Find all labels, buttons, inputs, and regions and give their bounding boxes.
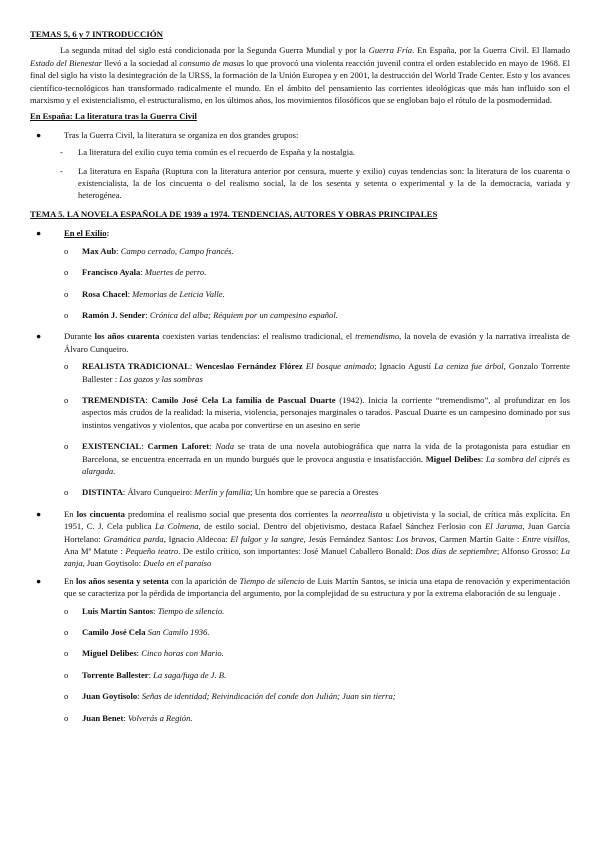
list-item (30, 129, 570, 141)
text: , Juan García Hortelano: (64, 521, 570, 544)
text: Durante (64, 331, 95, 342)
text: La literatura en España (Ruptura con la literatura anterior por censura, muerte y exilio) cuyas tendencias son: la literatura de los cuarenta o existencialista, la de los cincuenta o del realismo social, la de los sesenta y setenta o experimental y la de la democracia, variada y heterogénea. (78, 165, 570, 201)
author: Miguel Delibes (82, 648, 137, 659)
text: de Luis Martín Santos, se inicia una etapa de renovación y experimentación que se caracteriza por la pérdida de importancia del argumento, por la complejidad de su estructura y por la extrema elaboración de su lenguaje . (64, 575, 570, 599)
list-item (30, 309, 570, 321)
bullet-icon: ● (36, 228, 42, 239)
bullet-icon: ● (36, 129, 42, 140)
circle-marker-icon: o (64, 487, 69, 498)
text: En (64, 575, 76, 586)
text: (1942). Inicia la corriente “tremendismo”, al profundizar en los aspectos más crudos de la realidad: la miseria, violencia, personajes marginales o tarados. Pascual Duarte es un campesino dominado por sus instintos vengativos y violentos, que acaba por convertirse en un asesino en serie (82, 394, 570, 430)
list-item (44, 146, 570, 158)
works: Señas de identidad; Reivindicación del conde don Julián; Juan sin tierra; (141, 691, 396, 702)
list-item (30, 605, 570, 617)
document-page (30, 28, 570, 733)
text: ; Alfonso Grosso: (496, 546, 561, 556)
emph: neorrealista (340, 508, 383, 519)
author: Juan Goytisolo (82, 691, 138, 702)
text: : (106, 228, 110, 239)
list-item-tremendista (30, 394, 570, 431)
text: : (141, 441, 148, 452)
works: Cinco horas con Mario. (141, 648, 224, 659)
circle-marker-icon: o (64, 648, 69, 659)
list-item (30, 647, 570, 659)
text: : (209, 441, 216, 452)
circle-marker-icon: o (64, 691, 69, 702)
works: La saga/fuga de J. B. (153, 669, 227, 680)
text: los años sesenta y setenta (75, 575, 169, 586)
text: : (145, 394, 152, 405)
works: Muertes de perro. (144, 267, 207, 278)
text: ; Un hombre que se parecía a Orestes (250, 487, 379, 498)
text: lo que provocó una violenta reacción juvenil contra el orden establecido en mayo de 1968. El final del siglo ha visto la desintegración de la URSS, la formación de la Unión Europea y en 2001, la destrucción del World Trade Center. Esto y los avances científico-tecnológicos han transformado radicalmente el mundo. En el ámbito del pensamiento las corrientes ideológicas que más han influido son el marxismo y el existencialismo, el estructuralismo, en los últimos años, los movimientos filosóficos que se engloban bajo el rótulo de la posmodernidad. (30, 57, 570, 106)
list-item (44, 165, 570, 202)
emph: El fulgor y la sangre (230, 533, 304, 544)
author: Carmen Laforet (147, 441, 210, 452)
author: Camilo José Cela (82, 627, 146, 638)
works: Crónica del alba; Réquiem por un campesino español. (149, 309, 338, 320)
list-item-realista (30, 360, 570, 385)
section-title-tema5: TEMA 5. LA NOVELA ESPAÑOLA DE 1939 a 1974. TENDENCIAS, AUTORES Y OBRAS PRINCIPALES (30, 208, 438, 219)
circle-marker-icon: o (64, 712, 69, 723)
works: Tiempo de silencio. (157, 605, 225, 616)
list-item (30, 712, 570, 724)
author: Camilo José Cela La familia de Pascual Duarte (151, 394, 336, 405)
subtitle-espana: En España: La literatura tras la Guerra Civil (30, 111, 197, 122)
circle-marker-icon: o (64, 627, 69, 638)
text: : (137, 691, 142, 702)
emph: Estado del Bienestar (30, 57, 102, 68)
list-item-existencial (30, 440, 570, 477)
text: , Ignacio Aldecoa: (163, 533, 231, 544)
emph: El Jarama (484, 521, 523, 532)
text: llevó a la sociedad al (101, 57, 180, 68)
works: Los gozos y las sombras (119, 373, 203, 384)
text: , Ana Mª Matute : (64, 533, 570, 556)
text: ; Ignacio Agustí (374, 361, 435, 372)
list-item-sesenta (30, 575, 570, 600)
circle-marker-icon: o (64, 605, 69, 616)
text: predomina el realismo social que presenta dos corrientes la (124, 508, 341, 519)
text: La segunda mitad del siglo está condicionada por la Segunda Guerra Mundial y por la (60, 45, 369, 56)
text: los cincuenta (76, 508, 125, 519)
list-item-cincuenta (30, 508, 570, 570)
emph: Entre visillos (521, 533, 568, 544)
text: . De estilo crítico, son importantes: José Manuel Caballero Bonald: (178, 546, 416, 556)
text: En (64, 508, 77, 519)
emph: Duelo en el paraíso (143, 558, 212, 569)
works: Campo cerrado, Campo francés. (120, 245, 234, 256)
author: Miguel Delibes (425, 453, 481, 464)
list-item (30, 626, 570, 638)
bullet-icon: ● (36, 508, 42, 519)
list-item (30, 266, 570, 278)
dash-icon: - (60, 147, 63, 158)
list-item (30, 690, 570, 702)
emph: consumo de masas (179, 57, 245, 68)
exilio-label: En el Exilio (64, 228, 107, 239)
text: los años cuarenta (94, 331, 160, 342)
circle-marker-icon: o (64, 267, 69, 278)
dash-icon: - (60, 165, 63, 176)
label: DISTINTA (82, 487, 123, 498)
author: Max Aub (82, 245, 117, 256)
circle-marker-icon: o (64, 394, 69, 405)
works: La ceniza fue árbol (434, 361, 504, 372)
text: , Juan Goytisolo: (82, 558, 144, 569)
author: Luis Martín Santos (82, 605, 154, 616)
emph: Pequeño teatro (125, 546, 179, 556)
text: : (136, 648, 142, 659)
author: Ramón J. Sender (82, 309, 146, 320)
label: EXISTENCIAL (82, 441, 142, 452)
list-item-cuarenta (30, 330, 570, 355)
list-item-distinta (30, 486, 570, 498)
circle-marker-icon: o (64, 669, 69, 680)
list-item (30, 669, 570, 681)
text: : (148, 669, 154, 680)
intro-paragraph (30, 44, 570, 106)
text: : (127, 288, 133, 299)
text: . En España, por la Guerra Civil. El llamado (412, 45, 570, 56)
text: La literatura del exilio cuyo tema común es el recuerdo de España y la nostalgia. (78, 147, 356, 158)
works: La sombra del ciprés es alargada. (82, 453, 570, 476)
text: : (145, 309, 150, 320)
text: Tras la Guerra Civil, la literatura se organiza en dos grandes grupos: (64, 129, 299, 140)
author: Francisco Ayala (82, 267, 141, 278)
list-item-exilio (30, 227, 570, 239)
emph: Guerra Fría (368, 45, 413, 56)
works: Nada (215, 441, 234, 452)
text: : (189, 361, 196, 372)
bullet-icon: ● (36, 575, 42, 586)
text: , de estilo social. Dentro del objetivismo, destaca Rafael Sánchez Ferlosio con (198, 521, 485, 532)
text: : Álvaro Cunqueiro: (122, 487, 195, 498)
text: , Carmen Martín Gaite : (434, 533, 522, 544)
circle-marker-icon: o (64, 245, 69, 256)
works: Merlín y familia (194, 487, 251, 498)
text: se trata de una novela autobiográfica que narra la vida de la protagonista para estudiar en Barcelona, se encuentra encerrada en un mundo burgués que le provoca angustia e insatisfacción. (82, 441, 571, 464)
circle-marker-icon: o (64, 441, 69, 452)
circle-marker-icon: o (64, 361, 69, 372)
author: Rosa Chacel (82, 288, 128, 299)
bullet-icon: ● (36, 331, 42, 342)
text: con la aparición de (168, 575, 240, 586)
list-item (30, 245, 570, 257)
text: , Jesús Fernández Santos: (303, 533, 396, 544)
label: REALISTA TRADICIONAL (82, 361, 190, 372)
emph: Los bravos (395, 533, 435, 544)
emph: Tiempo de silencio (239, 575, 305, 586)
text: , Gonzalo Torrente Ballester : (82, 361, 570, 384)
emph: Dos días de septiembre (415, 546, 497, 556)
works: El bosque animado (305, 361, 375, 372)
text: : (153, 605, 158, 616)
works: Memorias de Leticia Valle. (132, 288, 225, 299)
emph: tremendismo (355, 331, 400, 342)
works: Volverás a Región. (127, 712, 193, 723)
label: TREMENDISTA (82, 394, 146, 405)
emph: La zanja (64, 546, 570, 569)
circle-marker-icon: o (64, 288, 69, 299)
emph: La Colmena (154, 521, 199, 532)
emph: Gramática parda (103, 533, 164, 544)
author: Juan Benet (82, 712, 124, 723)
text: : (140, 267, 145, 278)
author: Wenceslao Fernández Flórez (195, 361, 303, 372)
works: San Camilo 1936. (147, 627, 210, 638)
text: coexisten varias tendencias: el realismo tradicional, el (159, 331, 356, 342)
text: , la novela de evasión y la narrativa irrealista de Álvaro Cunqueiro. (64, 331, 570, 354)
author: Torrente Ballester (82, 669, 149, 680)
text: : (480, 453, 486, 464)
text: : (123, 712, 128, 723)
text: u objetivista y la social, de crítica más explícita. En 1951, C. J. Cela publica (64, 508, 570, 532)
section-title-intro: TEMAS 5, 6 y 7 INTRODUCCIÓN (30, 29, 163, 39)
circle-marker-icon: o (64, 309, 69, 320)
text: : (116, 245, 121, 256)
list-item (30, 288, 570, 300)
